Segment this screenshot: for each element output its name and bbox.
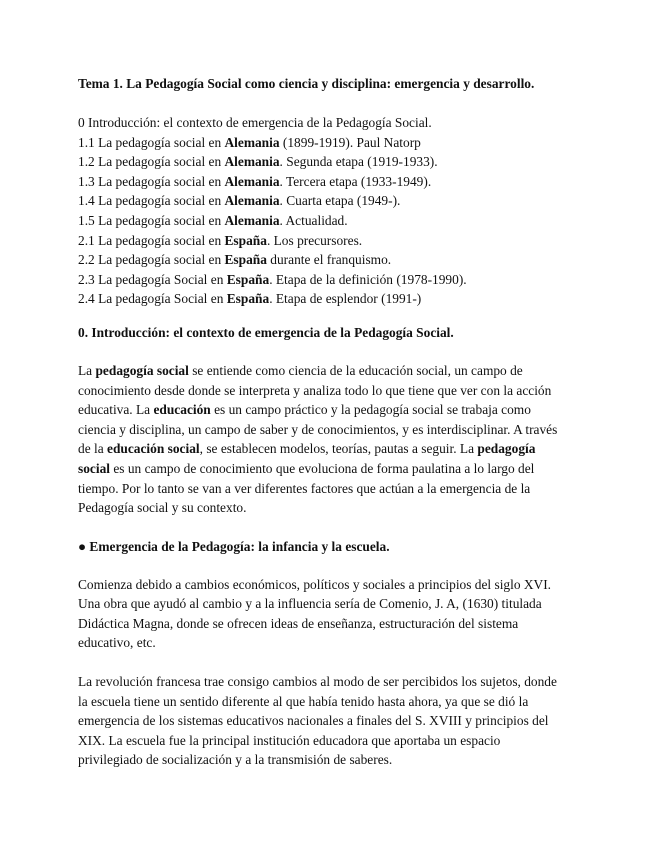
document-page [78,74,578,789]
toc-item: 0 Introducción: el contexto de emergencia de la Pedagogía Social. [78,115,432,130]
toc-item: 1.4 La pedagogía social en Alemania. Cuarta etapa (1949-). [78,193,401,209]
toc-item: 1.3 La pedagogía social en Alemania. Tercera etapa (1933-1949). [78,173,432,189]
section-heading-emergence: ● Emergencia de la Pedagogía: la infancia y la escuela. [78,538,390,554]
paragraph-line: Comienza debido a cambios económicos, políticos y sociales a principios del siglo XVI. [78,576,552,592]
toc-item: 1.1 La pedagogía social en Alemania (1899-1919). Paul Natorp [78,134,421,150]
paragraph-line: emergencia de los sistemas educativos nacionales a finales del S. XVIII y principios del [78,713,549,729]
paragraph-origins [78,575,578,653]
section-heading-introduction: 0. Introducción: el contexto de emergencia de la Pedagogía Social. [78,324,454,340]
paragraph-line: educativo, etc. [78,635,156,651]
toc-item: 2.2 La pedagogía social en España durante el franquismo. [78,252,392,268]
paragraph-line: tiempo. Por lo tanto se van a ver diferentes factores que actúan a la emergencia de la [78,480,531,496]
paragraph-line: La revolución francesa trae consigo cambios al modo de ser percibidos los sujetos, donde [78,674,557,690]
paragraph-line: Pedagogía social y su contexto. [78,500,247,516]
intro-paragraph [78,361,578,518]
toc-item: 2.1 La pedagogía social en España. Los precursores. [78,232,363,248]
toc-item: 1.2 La pedagogía social en Alemania. Segunda etapa (1919-1933). [78,154,438,170]
paragraph-line: La pedagogía social se entiende como ciencia de la educación social, un campo de [78,362,523,378]
document-title: Tema 1. La Pedagogía Social como ciencia y disciplina: emergencia y desarrollo. [78,76,535,91]
toc-item: 1.5 La pedagogía social en Alemania. Actualidad. [78,212,348,228]
paragraph-line: Didáctica Magna, donde se ofrecen ideas de enseñanza, estructuración del sistema [78,615,519,631]
paragraph-line: social es un campo de conocimiento que evoluciona de forma paulatina a lo largo del [78,460,535,476]
paragraph-line: Una obra que ayudó al cambio y a la influencia sería de Comenio, J. A, (1630) titulada [78,596,542,612]
paragraph-french-revolution [78,672,578,770]
paragraph-line: ciencia y disciplina, un campo de saber y de conocimientos, y es interdisciplinar. A través [78,421,558,437]
paragraph-line: educativa. La educación es un campo práctico y la pedagogía social se trabaja como [78,402,531,418]
paragraph-line: XIX. La escuela fue la principal institución educadora que aportaba un espacio [78,732,501,748]
paragraph-line: privilegiado de socialización y a la transmisión de saberes. [78,752,393,768]
toc-item: 2.4 La pedagogía Social en España. Etapa de esplendor (1991-) [78,291,422,307]
paragraph-line: de la educación social, se establecen modelos, teorías, pautas a seguir. La pedagogía [78,441,536,457]
toc-item: 2.3 La pedagogía Social en España. Etapa de la definición (1978-1990). [78,271,467,287]
table-of-contents [78,113,578,309]
paragraph-line: conocimiento desde donde se interpreta y analiza todo lo que tiene que ver con la acción [78,382,552,398]
paragraph-line: la escuela tiene un sentido diferente al que había tenido hasta ahora, ya que se dió la [78,693,529,709]
